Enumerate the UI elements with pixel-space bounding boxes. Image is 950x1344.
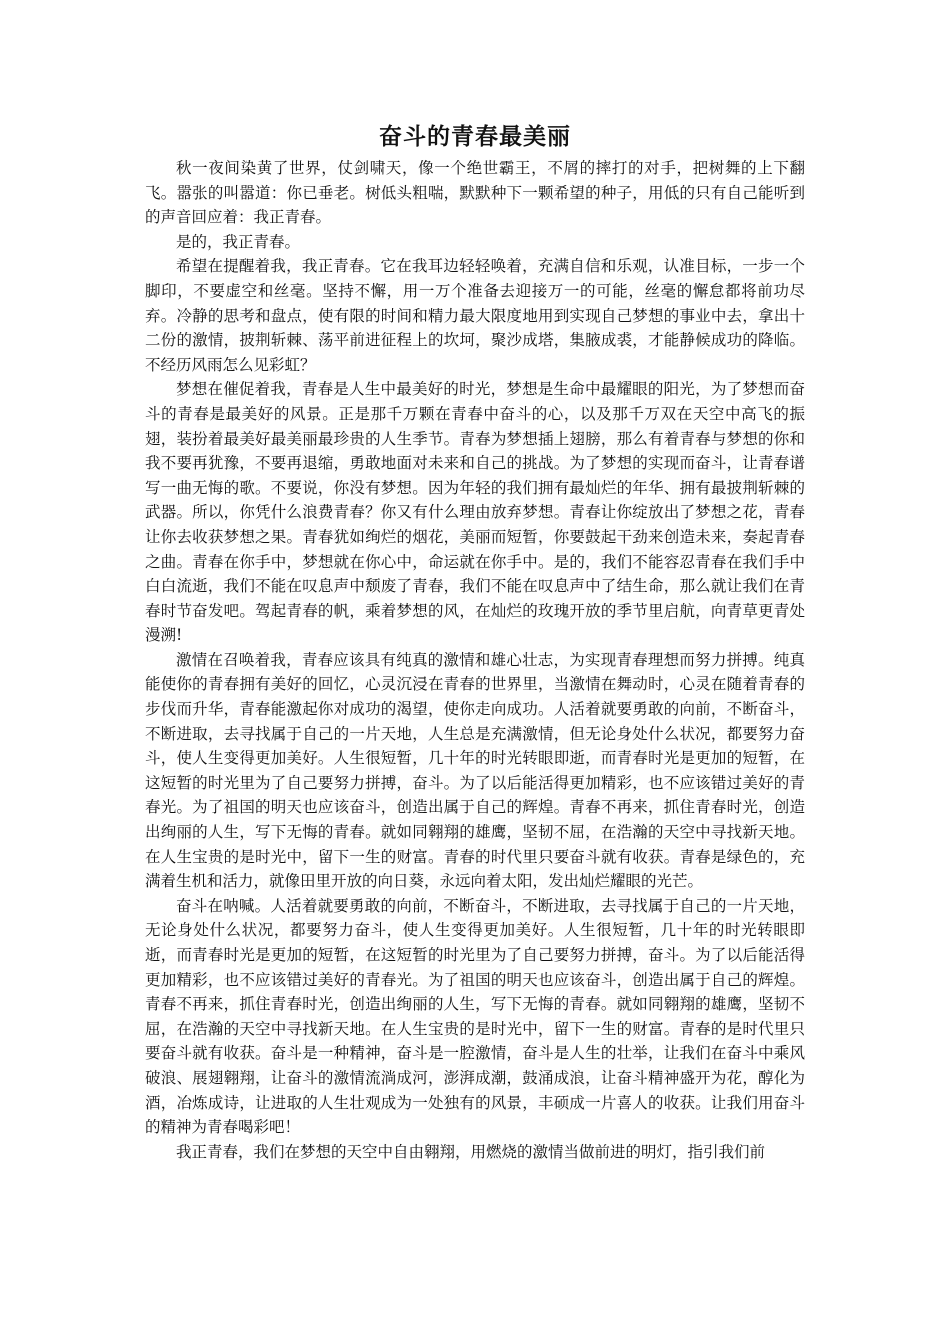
paragraph-6: 奋斗在呐喊。人活着就要勇敢的向前，不断奋斗，不断进取，去寻找属于自己的一片天地，无论身处什么状况，都要努力奋斗，使人生变得更加美好。人生很短暂，几十年的时光转眼即逝，而青春时光是更加的短暂，在这短暂的时光里为了自己要努力拼搏，奋斗。为了以后能活得更加精彩，也不应该错过美好的青春光。为了祖国的明天也应该奋斗，创造出属于自己的辉煌。青春不再来，抓住青春时光，创造出绚丽的人生，写下无悔的青春。就如同翱翔的雄鹰，坚韧不屈，在浩瀚的天空中寻找新天地。在人生宝贵的是时光中，留下一生的财富。青春的是时代里只要奋斗就有收获。奋斗是一种精神，奋斗是一腔激情，奋斗是人生的壮举，让我们在奋斗中乘风破浪、展翅翱翔，让奋斗的激情流淌成河，澎湃成潮，鼓涌成浪，让奋斗精神盛开为花，醇化为酒，冶炼成诗，让进取的人生壮观成为一处独有的风景，丰硕成一片喜人的收获。让我们用奋斗的精神为青春喝彩吧！ [145,896,805,1137]
paragraph-3: 希望在提醒着我，我正青春。它在我耳边轻轻唤着，充满自信和乐观，认准目标，一步一个脚印，不要虚空和丝毫。坚持不懈，用一万个准备去迎接万一的可能，丝毫的懈怠都将前功尽弃。冷静的思考和盘点，使有限的时间和精力最大限度地用到实现自己梦想的事业中去，拿出十二份的激情，披荆斩棘、荡平前进征程上的坎坷，聚沙成塔，集腋成裘，才能静候成功的降临。不经历风雨怎么见彩虹？ [145,257,805,374]
paragraph-4: 梦想在催促着我，青春是人生中最美好的时光，梦想是生命中最耀眼的阳光，为了梦想而奋斗的青春是最美好的风景。正是那千万颗在青春中奋斗的心，以及那千万双在天空中高飞的振翅，装扮着最美好最美丽最珍贵的人生季节。青春为梦想插上翅膀，那么有着青春与梦想的你和我不要再犹豫，不要再退缩，勇敢地面对未来和自己的挑战。为了梦想的实现而奋斗，让青春谱写一曲无悔的歌。不要说，你没有梦想。因为年轻的我们拥有最灿烂的年华、拥有最披荆斩棘的武器。所以，你凭什么浪费青春？你又有什么理由放弃梦想。青春让你绽放出了梦想之花，青春让你去收获梦想之果。青春犹如绚烂的烟花，美丽而短暂，你要鼓起干劲来创造未来，奏起青春之曲。青春在你手中，梦想就在你心中，命运就在你手中。是的，我们不能容忍青春在我们手中白白流逝，我们不能在叹息声中颓废了青春，我们不能在叹息声中了结生命，那么就让我们在青春时节奋发吧。驾起青春的帆，乘着梦想的风，在灿烂的玫瑰开放的季节里启航，向青草更青处漫溯! [145,380,805,645]
paragraph-7: 我正青春，我们在梦想的天空中自由翱翔，用燃烧的激情当做前进的明灯，指引我们前 [176,1142,766,1161]
paragraph-1: 秋一夜间染黄了世界，仗剑啸天，像一个绝世霸王，不屑的摔打的对手，把树舞的上下翻飞。嚣张的叫嚣道：你已垂老。树低头粗喘，默默种下一颗希望的种子，用低的只有自己能听到的声音回应着：我正青春。 [145,159,805,227]
paragraph-2: 是的，我正青春。 [176,232,301,251]
document-title: 奋斗的青春最美丽 [379,123,571,150]
paragraph-5: 激情在召唤着我，青春应该具有纯真的激情和雄心壮志，为实现青春理想而努力拼搏。纯真能使你的青春拥有美好的回忆，心灵沉浸在青春的世界里，当激情在舞动时，心灵在随着青春的步伐而升华，青春能激起你对成功的渴望，使你走向成功。人活着就要勇敢的向前，不断奋斗，不断进取，去寻找属于自己的一片天地，人生总是充满激情，但无论身处什么状况，都要努力奋斗，使人生变得更加美好。人生很短暂，几十年的时光转眼即逝，而青春时光是更加的短暂，在这短暂的时光里为了自己要努力拼搏，奋斗。为了以后能活得更加精彩，也不应该错过美好的青春光。为了祖国的明天也应该奋斗，创造出属于自己的辉煌。青春不再来，抓住青春时光，创造出绚丽的人生，写下无悔的青春。就如同翱翔的雄鹰，坚韧不屈，在浩瀚的天空中寻找新天地。在人生宝贵的是时光中，留下一生的财富。青春的时代里只要奋斗就有收获。青春是绿色的，充满着生机和活力，就像田里开放的向日葵，永远向着太阳，发出灿烂耀眼的光芒。 [145,650,805,891]
document-page [145,118,805,1164]
